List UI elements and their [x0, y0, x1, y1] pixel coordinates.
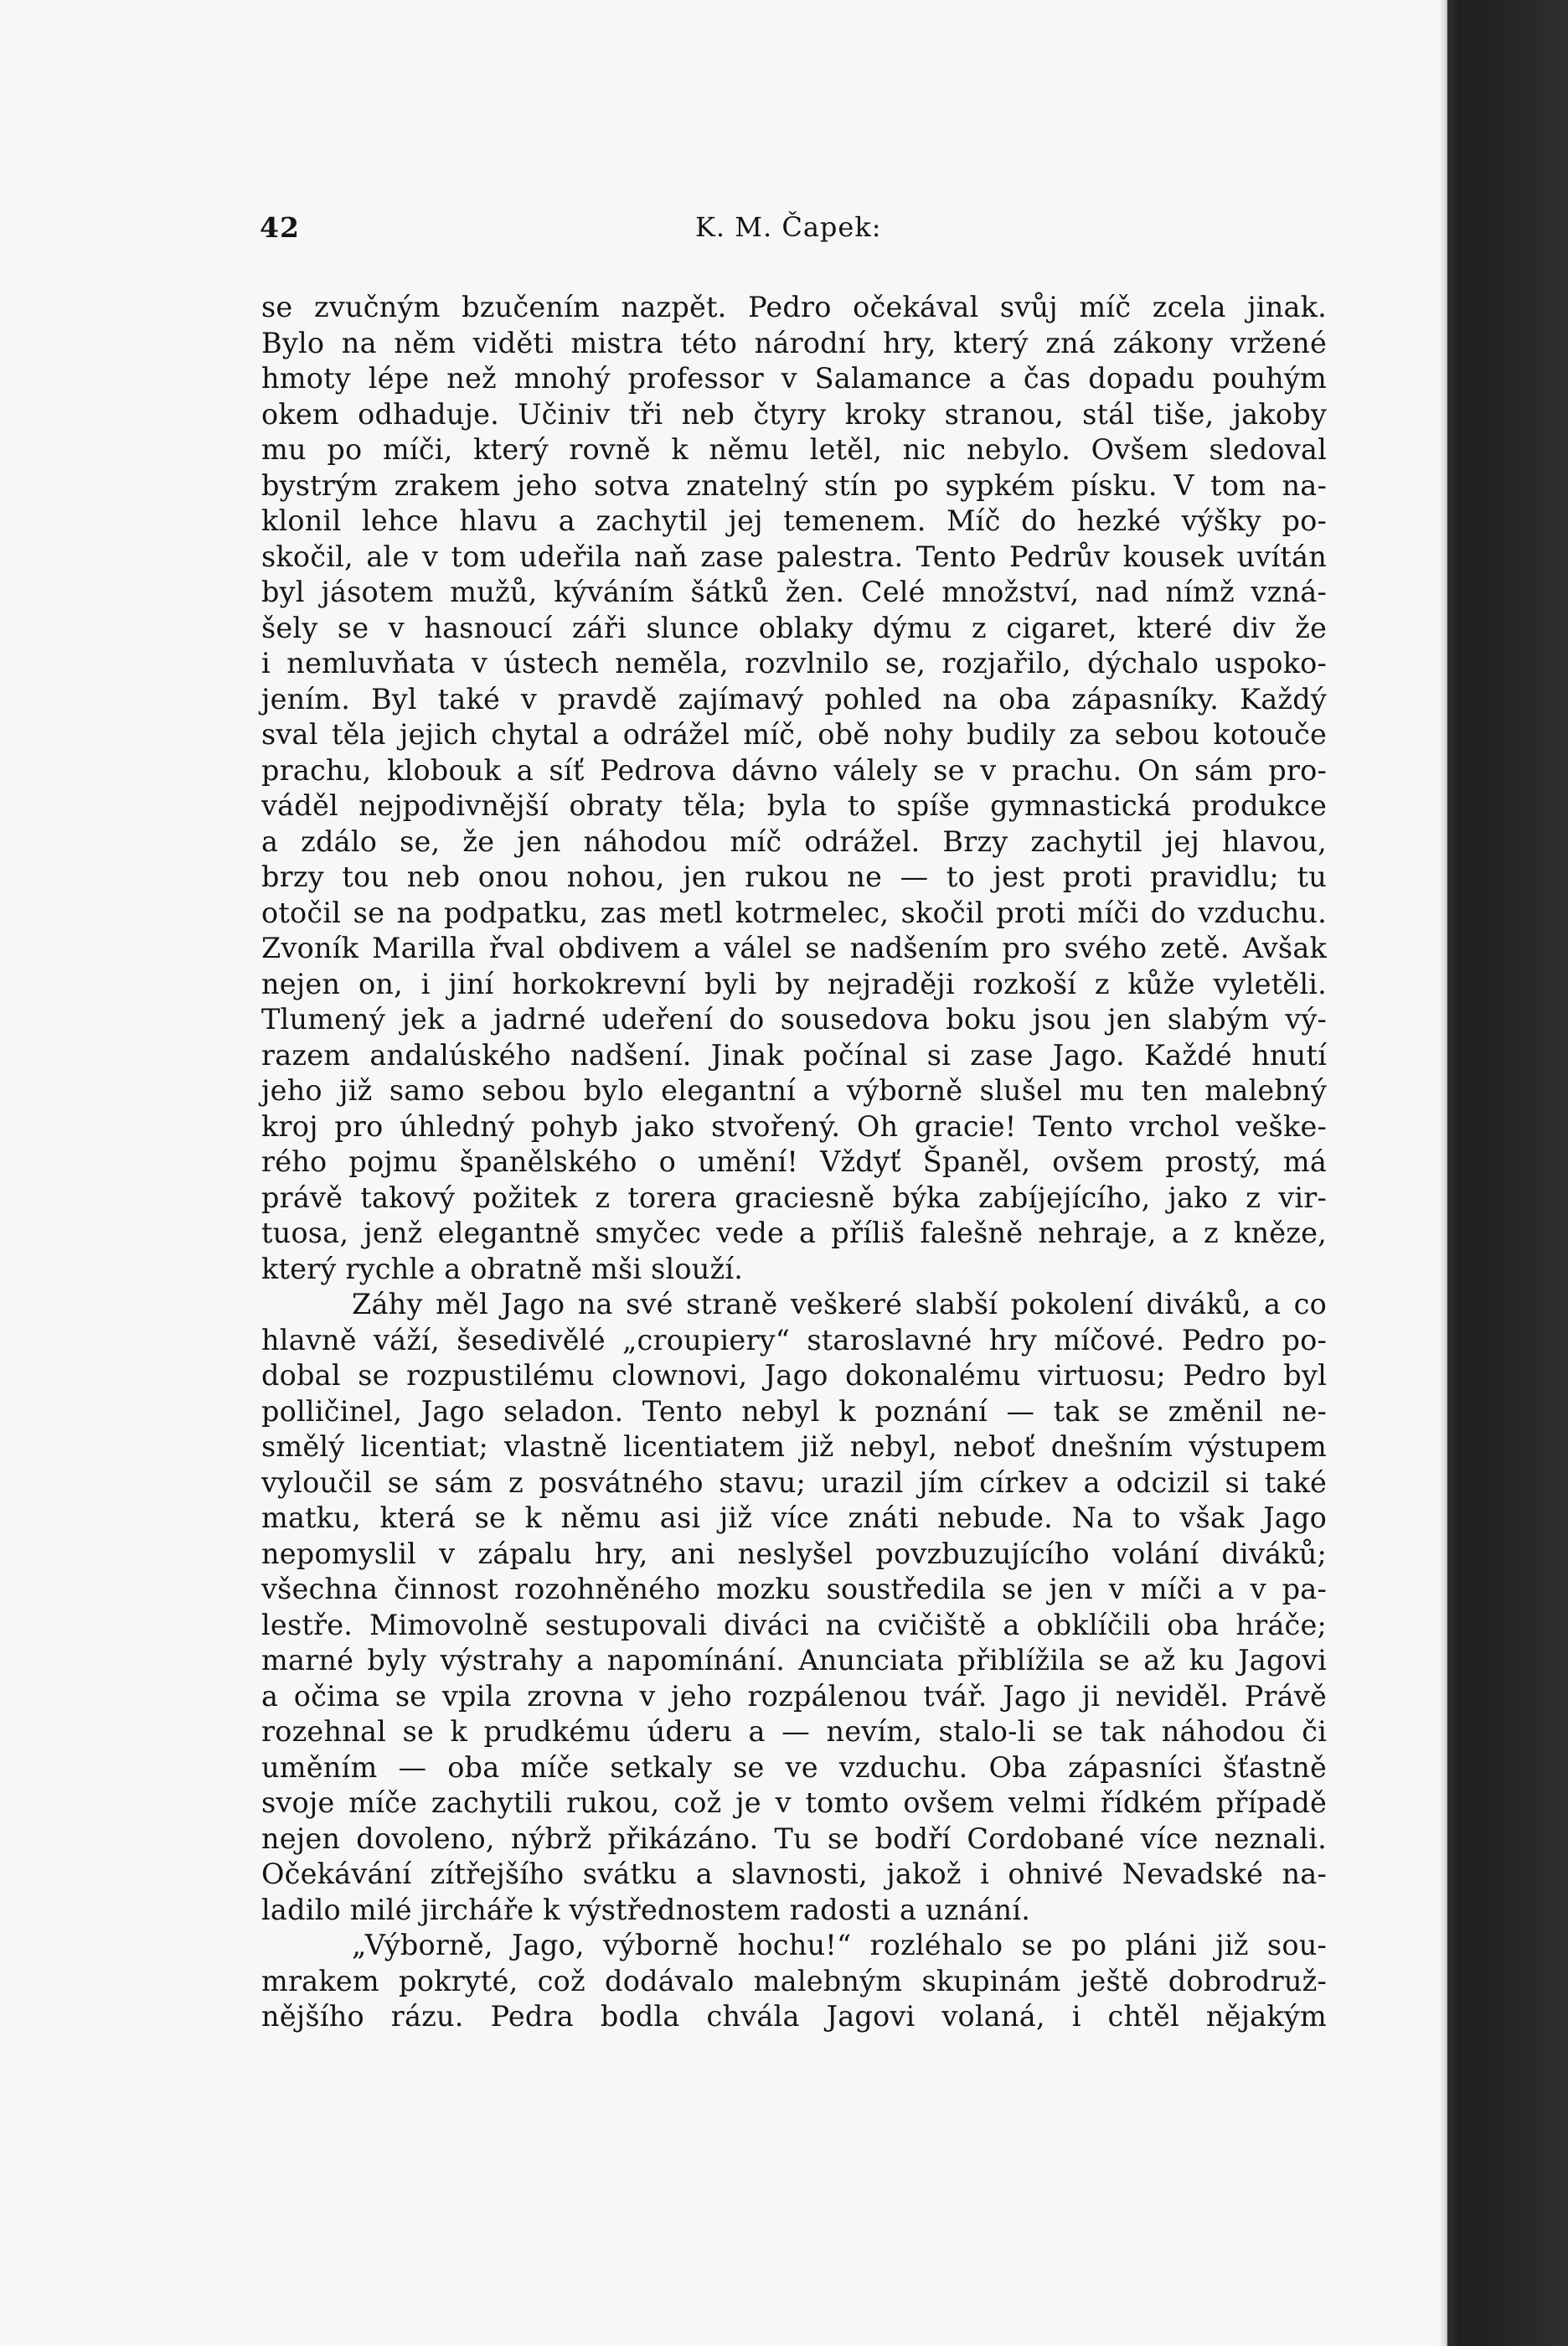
- text-line: jením. Byl také v pravdě zajímavý pohled na oba zápasníky. Každý: [261, 682, 1327, 716]
- running-head: K. M. Čapek:: [695, 211, 882, 243]
- text-line: Zvoník Marilla řval obdivem a válel se nadšením pro svého zetě. Avšak: [261, 932, 1327, 964]
- text-line: razem andalúského nadšení. Jinak počínal si zase Jago. Každé hnutí: [261, 1038, 1327, 1072]
- text-line: Tlumený jek a jadrné udeření do sousedova boku jsou jen slabým vý-: [261, 1003, 1327, 1036]
- text-line: marné byly výstrahy a napomínání. Anunciata přiblížila se až ku Jagovi: [261, 1644, 1327, 1677]
- text-line: nějšího rázu. Pedra bodla chvála Jagovi volaná, i chtěl nějakým: [261, 2000, 1327, 2033]
- text-line: se zvučným bzučením nazpět. Pedro očekával svůj míč zcela jinak.: [261, 291, 1327, 323]
- text-line: nejen on, i jiní horkokrevní byli by nejraději rozkoší z kůže vyletěli.: [261, 967, 1327, 1000]
- text-line: svoje míče zachytili rukou, což je v tomto ovšem velmi řídkém případě: [261, 1786, 1327, 1819]
- text-line: polličinel, Jago seladon. Tento nebyl k poznání — tak se změnil ne-: [261, 1394, 1327, 1428]
- text-line: jeho již samo sebou bylo elegantní a výborně slušel mu ten malebný: [261, 1074, 1327, 1107]
- text-line: dobal se rozpustilému clownovi, Jago dokonalému virtuosu; Pedro byl: [261, 1359, 1327, 1392]
- text-line: nejen dovoleno, nýbrž přikázáno. Tu se bodří Cordobané více neznali.: [261, 1822, 1327, 1855]
- text-line: otočil se na podpatku, zas metl kotrmelec, skočil proti míči do vzduchu.: [261, 896, 1327, 929]
- text-line: rozehnal se k prudkému úderu a — nevím, stalo-li se tak náhodou či: [261, 1715, 1327, 1748]
- text-line: kroj pro úhledný pohyb jako stvořený. Oh gracie! Tento vrchol veške-: [261, 1109, 1327, 1143]
- text-line: okem odhaduje. Učiniv tři neb čtyry kroky stranou, stál tiše, jakoby: [261, 397, 1327, 431]
- text-line: mrakem pokryté, což dodávalo malebným skupinám ještě dobrodruž-: [261, 1964, 1327, 1997]
- text-line: nepomyslil v zápalu hry, ani neslyšel povzbuzujícího volání diváků;: [261, 1537, 1327, 1570]
- text-line: který rychle a obratně mši slouží.: [261, 1252, 744, 1285]
- text-line: a očima se vpila zrovna v jeho rozpálenou tvář. Jago ji neviděl. Právě: [261, 1679, 1327, 1713]
- text-line: smělý licentiat; vlastně licentiatem již nebyl, neboť dnešním výstupem: [261, 1430, 1327, 1463]
- page-header: [260, 211, 1332, 255]
- text-line: všechna činnost rozohněného mozku soustředila se jen v míči a v pa-: [261, 1573, 1327, 1605]
- text-line: rého pojmu španělského o umění! Vždyť Španěl, ovšem prostý, má: [261, 1145, 1327, 1178]
- text-line: i nemluvňata v ústech neměla, rozvlnilo se, rozjařilo, dýchalo uspoko-: [261, 647, 1327, 680]
- text-line: byl jásotem mužů, kýváním šátků žen. Celé množství, nad nímž vzná-: [261, 576, 1327, 608]
- text-line: Záhy měl Jago na své straně veškeré slabší pokolení diváků, a co: [352, 1288, 1327, 1320]
- text-line: vyloučil se sám z posvátného stavu; urazil jím církev a odcizil si také: [261, 1465, 1327, 1499]
- text-line: Očekávání zítřejšího svátku a slavnosti, jakož i ohnivé Nevadské na-: [261, 1858, 1327, 1890]
- text-line: váděl nejpodivnější obraty těla; byla to spíše gymnastická produkce: [261, 789, 1327, 822]
- text-line: ladilo milé jircháře k výstřednostem radosti a uznání.: [261, 1893, 1031, 1926]
- text-line: mu po míči, který rovně k němu letěl, nic nebylo. Ovšem sledoval: [261, 433, 1327, 466]
- text-line: brzy tou neb onou nohou, jen rukou ne — to jest proti pravidlu; tu: [261, 860, 1327, 893]
- text-line: „Výborně, Jago, výborně hochu!“ rozléhalo se po pláni již sou-: [352, 1929, 1327, 1961]
- body-text: [261, 290, 1327, 2035]
- text-line: uměním — oba míče setkaly se ve vzduchu. Oba zápasníci šťastně: [261, 1750, 1327, 1784]
- text-line: Bylo na něm viděti mistra této národní hry, který zná zákony vržené: [261, 326, 1327, 359]
- text-line: lestře. Mimovolně sestupovali diváci na cvičiště a obklíčili oba hráče;: [261, 1608, 1327, 1641]
- text-line: šely se v hasnoucí záři slunce oblaky dýmu z cigaret, které div že: [261, 611, 1327, 644]
- text-line: tuosa, jenž elegantně smyčec vede a příliš falešně nehraje, a z kněze,: [261, 1217, 1327, 1249]
- text-line: klonil lehce hlavu a zachytil jej temenem. Míč do hezké výšky po-: [261, 504, 1327, 537]
- text-line: sval těla jejich chytal a odrážel míč, obě nohy budily za sebou kotouče: [261, 718, 1327, 751]
- text-line: matku, která se k němu asi již více znáti nebude. Na to však Jago: [261, 1501, 1327, 1534]
- text-line: bystrým zrakem jeho sotva znatelný stín po sypkém písku. V tom na-: [261, 468, 1327, 502]
- text-line: a zdálo se, že jen náhodou míč odrážel. Brzy zachytil jej hlavou,: [261, 824, 1327, 858]
- page-number: 42: [260, 211, 300, 244]
- scan-border: [1447, 0, 1568, 2346]
- text-line: skočil, ale v tom udeřila naň zase palestra. Tento Pedrův kousek uvítán: [261, 540, 1327, 573]
- text-line: prachu, klobouk a síť Pedrova dávno válely se v prachu. On sám pro-: [261, 753, 1327, 787]
- text-line: právě takový požitek z torera graciesně býka zabíjejícího, jako z vir-: [261, 1181, 1327, 1214]
- text-line: hlavně váží, šesedivělé „croupiery“ staroslavné hry míčové. Pedro po-: [261, 1323, 1327, 1356]
- text-line: hmoty lépe než mnohý professor v Salamance a čas dopadu pouhým: [261, 362, 1327, 395]
